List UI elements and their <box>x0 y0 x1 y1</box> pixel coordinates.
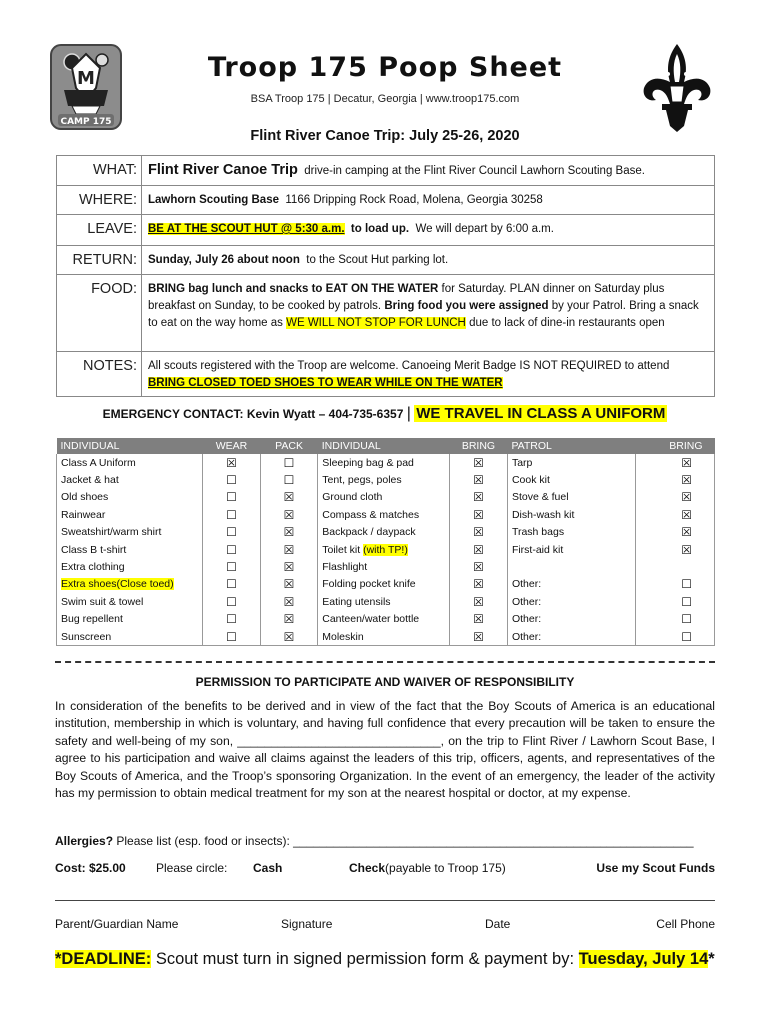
allergies-label: Allergies? <box>55 834 114 848</box>
return-text: to the Scout Hut parking lot. <box>306 254 449 266</box>
col-pack: PACK <box>260 438 317 454</box>
notes-label: NOTES: <box>57 352 142 397</box>
patrol-item: First-aid kit <box>507 541 635 558</box>
leave-label: LEAVE: <box>57 215 142 246</box>
trip-info-table <box>56 155 715 397</box>
check-option-note: (payable to Troop 175) <box>385 861 506 875</box>
individual-item <box>318 454 450 471</box>
patrol-bring-checkbox[interactable]: ☒ <box>635 471 714 488</box>
patrol-bring-checkbox[interactable]: ☐ <box>635 628 714 646</box>
patrol-bring-checkbox[interactable]: ☐ <box>635 576 714 593</box>
table-row <box>57 576 715 593</box>
bring-checkbox[interactable]: ☒ <box>450 541 508 558</box>
col-individual-2: INDIVIDUAL <box>318 438 450 454</box>
trip-heading: Flint River Canoe Trip: July 25-26, 2020 <box>250 128 520 144</box>
col-wear: WEAR <box>203 438 261 454</box>
table-row <box>57 506 715 523</box>
notes-highlight: BRING CLOSED TOED SHOES TO WEAR WHILE ON THE WATER <box>148 377 503 389</box>
wear-checkbox[interactable]: ☐ <box>203 489 261 506</box>
food-text-2: by your Patrol. Bring a snack to eat on the way home as <box>148 300 699 329</box>
individual-item <box>57 611 203 628</box>
cut-line <box>55 661 715 663</box>
bring-checkbox[interactable]: ☒ <box>450 454 508 471</box>
bring-checkbox[interactable]: ☒ <box>450 471 508 488</box>
food-highlight: WE WILL NOT STOP FOR LUNCH <box>286 317 466 329</box>
col-bring-2: BRING <box>450 438 508 454</box>
table-row <box>57 524 715 541</box>
item-label: Eating utensils <box>322 595 391 608</box>
table-row <box>57 489 715 506</box>
patrol-bring-checkbox[interactable]: ☒ <box>635 506 714 523</box>
table-row <box>57 628 715 646</box>
return-label: RETURN: <box>57 246 142 275</box>
waiver-body: In consideration of the benefits to be derived and in view of the fact that the Boy Scouts of America is an educational institution, membership in which is voluntary, and having full confidence that every precaution will be taken to ensure the safety and well-being of my son, ______________________________, on the trip to Flint River / Lawhorn Scout Base, I agree to his participation and waive all claims against the leaders of this trip, officers, agents, and representatives of the Boy Scouts of America, and the Troop’s sponsoring Organization. In the event of an emergency, the leader of the activity has my permission to obtain medical treatment for my son at the nearest hospital or doctor, at my expense. <box>55 699 715 801</box>
patrol-bring-checkbox[interactable]: ☒ <box>635 524 714 541</box>
parent-name-label: Parent/Guardian Name <box>55 917 179 931</box>
allergies-field[interactable]: Please list (esp. food or insects): ____________________________________________________________ <box>116 834 694 848</box>
individual-item <box>318 611 450 628</box>
item-label: Swim suit & towel <box>61 595 144 608</box>
item-label: Canteen/water bottle <box>322 613 420 626</box>
item-label: Jacket & hat <box>61 474 119 487</box>
emergency-contact: EMERGENCY CONTACT: Kevin Wyatt – 404-735-6357 <box>102 407 404 421</box>
item-label: Bug repellent <box>61 613 123 626</box>
bring-checkbox[interactable]: ☒ <box>450 576 508 593</box>
item-label: Compass & matches <box>322 508 420 521</box>
patrol-item: Other: <box>507 593 635 610</box>
cell-phone-label: Cell Phone <box>656 917 715 931</box>
pack-checkbox[interactable]: ☐ <box>260 471 317 488</box>
page-subtitle: BSA Troop 175 | Decatur, Georgia | www.troop175.com <box>250 93 520 105</box>
wear-checkbox[interactable]: ☐ <box>203 576 261 593</box>
individual-item <box>57 558 203 575</box>
individual-item <box>57 471 203 488</box>
individual-item <box>318 593 450 610</box>
what-label: WHAT: <box>57 156 142 186</box>
item-label: Tent, pegs, poles <box>322 474 402 487</box>
patrol-bring-checkbox[interactable]: ☒ <box>635 489 714 506</box>
bring-checkbox[interactable]: ☒ <box>450 558 508 575</box>
individual-item <box>318 524 450 541</box>
pack-checkbox[interactable]: ☒ <box>260 611 317 628</box>
wear-checkbox[interactable]: ☐ <box>203 506 261 523</box>
leave-highlight: BE AT THE SCOUT HUT @ 5:30 a.m. <box>148 223 345 235</box>
item-label: Sleeping bag & pad <box>322 456 414 469</box>
patrol-item: Other: <box>507 611 635 628</box>
col-bring-3: BRING <box>635 438 714 454</box>
what-title: Flint River Canoe Trip <box>148 162 298 178</box>
individual-item <box>318 506 450 523</box>
leave-bold: to load up. <box>350 223 410 235</box>
item-label: Moleskin <box>322 630 364 643</box>
wear-checkbox[interactable]: ☐ <box>203 541 261 558</box>
bring-checkbox[interactable]: ☒ <box>450 506 508 523</box>
item-label: Old shoes <box>61 491 109 504</box>
wear-checkbox[interactable]: ☐ <box>203 471 261 488</box>
individual-item <box>318 628 450 646</box>
allergies-line <box>55 834 694 848</box>
pack-checkbox[interactable]: ☐ <box>260 454 317 471</box>
where-title: Lawhorn Scouting Base <box>148 194 279 206</box>
wear-checkbox[interactable]: ☐ <box>203 558 261 575</box>
individual-item <box>318 541 450 558</box>
individual-item <box>57 576 203 593</box>
bring-checkbox[interactable]: ☒ <box>450 593 508 610</box>
return-bold: Sunday, July 26 about noon <box>148 254 300 266</box>
date-label: Date <box>485 917 511 931</box>
item-label: Rainwear <box>61 508 106 521</box>
uniform-notice: WE TRAVEL IN CLASS A UNIFORM <box>416 405 666 422</box>
food-bold-1: BRING bag lunch and snacks to EAT ON THE WATER <box>148 283 439 295</box>
logo-text: CAMP 175 <box>60 117 112 127</box>
patrol-item <box>507 558 635 575</box>
leave-text: We will depart by 6:00 a.m. <box>415 223 554 235</box>
table-row <box>57 454 715 471</box>
patrol-item: Dish-wash kit <box>507 506 635 523</box>
check-option-label: Check <box>349 861 386 875</box>
pack-checkbox[interactable]: ☒ <box>260 506 317 523</box>
patrol-item: Other: <box>507 576 635 593</box>
item-label: Backpack / daypack <box>322 526 416 539</box>
individual-item <box>318 576 450 593</box>
food-text-1: for Saturday. PLAN dinner on Saturday plus breakfast on Sunday, to be cooked by patrols. <box>148 283 665 312</box>
individual-item <box>57 454 203 471</box>
patrol-item: Cook kit <box>507 471 635 488</box>
wear-checkbox[interactable]: ☐ <box>203 593 261 610</box>
individual-item <box>318 471 450 488</box>
emergency-contact-line <box>0 405 770 423</box>
food-label: FOOD: <box>57 275 142 352</box>
item-label: Ground cloth <box>322 491 383 504</box>
pack-checkbox[interactable]: ☒ <box>260 489 317 506</box>
individual-item <box>318 489 450 506</box>
pack-checkbox[interactable]: ☒ <box>260 628 317 646</box>
signature-label: Signature <box>281 917 333 931</box>
scout-funds-option[interactable]: Use my Scout Funds <box>596 861 715 875</box>
food-text-3: due to lack of dine-in restaurants open <box>469 317 665 329</box>
patrol-bring-checkbox <box>635 558 714 575</box>
please-circle-label: Please circle: <box>156 861 228 875</box>
individual-item <box>57 628 203 646</box>
item-label: Class B t-shirt <box>61 543 127 556</box>
wear-checkbox[interactable]: ☐ <box>203 524 261 541</box>
packing-checklist <box>56 438 715 646</box>
table-row <box>57 611 715 628</box>
patrol-item: Stove & fuel <box>507 489 635 506</box>
pack-checkbox[interactable]: ☒ <box>260 524 317 541</box>
where-address: 1166 Dripping Rock Road, Molena, Georgia 30258 <box>285 194 543 206</box>
item-label: Toilet kit <box>322 543 361 556</box>
check-option[interactable] <box>349 861 506 875</box>
pack-checkbox[interactable]: ☒ <box>260 593 317 610</box>
individual-item <box>318 558 450 575</box>
cash-option[interactable]: Cash <box>253 861 283 875</box>
item-label: Extra clothing <box>61 561 125 574</box>
table-row <box>57 558 715 575</box>
item-label: Class A Uniform <box>61 456 136 469</box>
bring-checkbox[interactable]: ☒ <box>450 489 508 506</box>
notes-text: All scouts registered with the Troop are welcome. Canoeing Merit Badge IS NOT REQUIRED to attend <box>148 360 670 372</box>
patrol-bring-checkbox[interactable]: ☐ <box>635 593 714 610</box>
signature-line[interactable] <box>55 900 715 901</box>
table-row <box>57 471 715 488</box>
item-label: Flashlight <box>322 561 368 574</box>
individual-item <box>57 489 203 506</box>
waiver-title: PERMISSION TO PARTICIPATE AND WAIVER OF RESPONSIBILITY <box>195 675 575 689</box>
pack-checkbox[interactable]: ☒ <box>260 576 317 593</box>
wear-checkbox[interactable]: ☒ <box>203 454 261 471</box>
table-row <box>57 593 715 610</box>
deadline-text: Scout must turn in signed permission form & payment by: <box>155 950 575 968</box>
item-label: Sunscreen <box>61 630 112 643</box>
deadline-label: *DEADLINE: <box>55 950 152 968</box>
wear-checkbox[interactable]: ☐ <box>203 611 261 628</box>
svg-text:M: M <box>77 68 95 89</box>
patrol-bring-checkbox[interactable]: ☐ <box>635 611 714 628</box>
patrol-item: Tarp <box>507 454 635 471</box>
individual-item <box>57 593 203 610</box>
what-description: drive-in camping at the Flint River Council Lawhorn Scouting Base. <box>304 165 645 177</box>
bring-checkbox[interactable]: ☒ <box>450 628 508 646</box>
col-patrol: PATROL <box>507 438 635 454</box>
page-title: Troop 175 Poop Sheet <box>207 52 563 83</box>
deadline-star: * <box>708 950 715 968</box>
item-note: (with TP!) <box>363 543 408 556</box>
individual-item <box>57 506 203 523</box>
individual-item <box>57 524 203 541</box>
deadline-line <box>55 950 715 969</box>
bring-checkbox[interactable]: ☒ <box>450 611 508 628</box>
item-label: Sweatshirt/warm shirt <box>61 526 162 539</box>
where-label: WHERE: <box>57 186 142 215</box>
patrol-bring-checkbox[interactable]: ☒ <box>635 541 714 558</box>
pack-checkbox[interactable]: ☒ <box>260 541 317 558</box>
food-bold-2: Bring food you were assigned <box>384 300 549 312</box>
wear-checkbox[interactable]: ☐ <box>203 628 261 646</box>
individual-item <box>57 541 203 558</box>
patrol-item: Trash bags <box>507 524 635 541</box>
item-label: Folding pocket knife <box>322 578 416 591</box>
table-row <box>57 541 715 558</box>
separator: | <box>406 405 411 422</box>
patrol-item: Other: <box>507 628 635 646</box>
deadline-date: Tuesday, July 14 <box>578 950 709 968</box>
col-individual-1: INDIVIDUAL <box>57 438 203 454</box>
item-label: Extra shoes(Close toed) <box>61 578 174 591</box>
cost-label: Cost: $25.00 <box>55 861 126 875</box>
bring-checkbox[interactable]: ☒ <box>450 524 508 541</box>
patrol-bring-checkbox[interactable]: ☒ <box>635 454 714 471</box>
pack-checkbox[interactable]: ☒ <box>260 558 317 575</box>
